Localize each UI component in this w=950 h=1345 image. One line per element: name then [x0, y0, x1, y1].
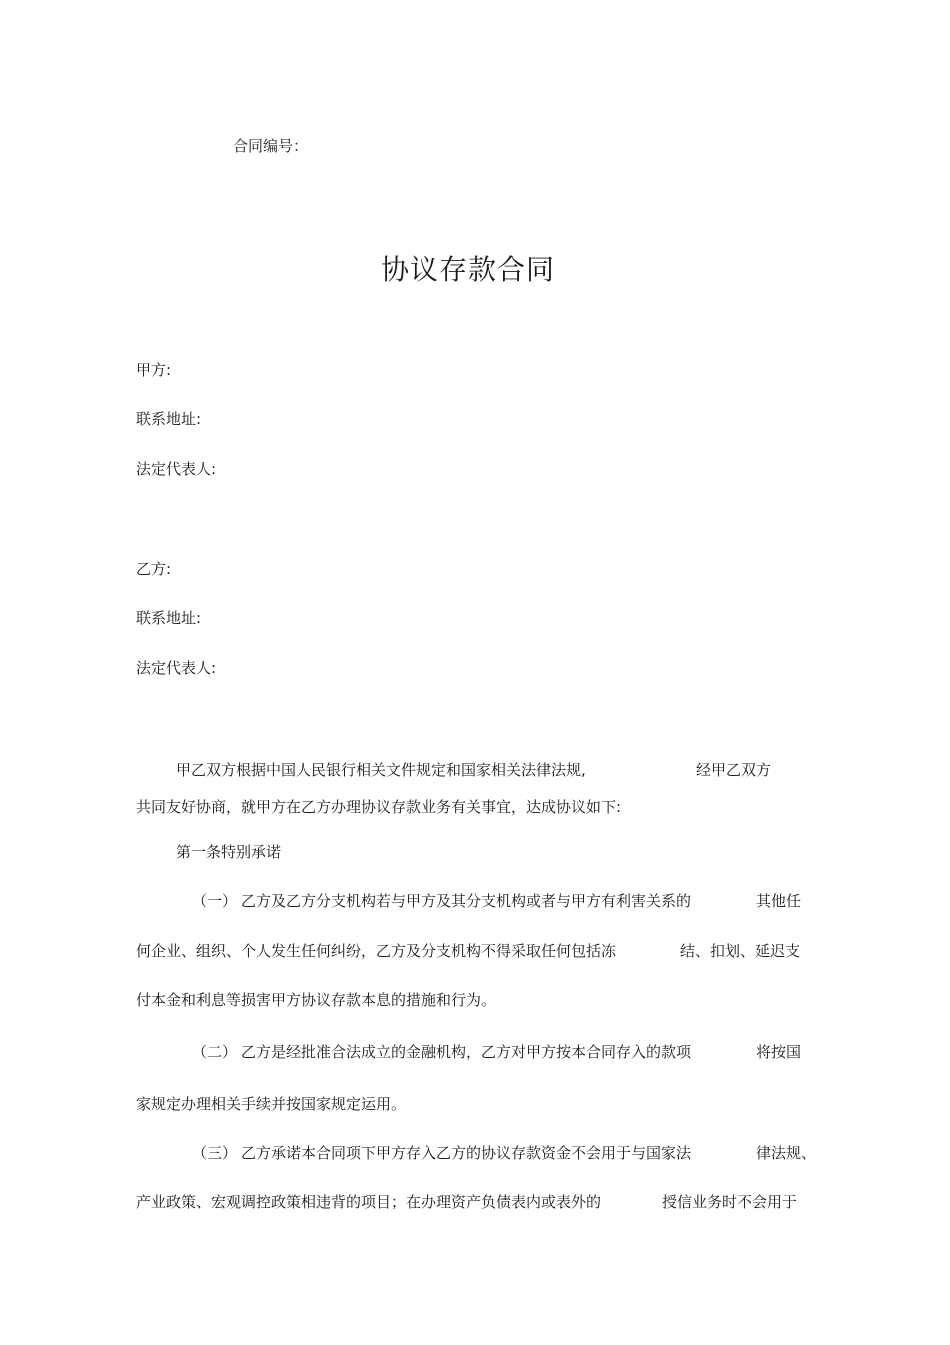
clause-1-line-3: 付本金和利息等损害甲方协议存款本息的措施和行为。 — [136, 991, 497, 1009]
party-a-address-label: 联系地址: — [136, 410, 202, 428]
clause-2-line-1b: 将按国 — [756, 1043, 802, 1061]
party-b-label: 乙方: — [136, 560, 172, 578]
contract-number-label: 合同编号： — [233, 137, 309, 155]
preamble-line-1a: 甲乙双方根据中国人民银行相关文件规定和国家相关法律法规, — [176, 761, 586, 779]
clause-3-line-1a: 乙方承诺本合同项下甲方存入乙方的协议存款资金不会用于与国家法 — [241, 1144, 692, 1162]
party-b-representative-label: 法定代表人: — [136, 659, 217, 677]
preamble-line-1b: 经甲乙双方 — [696, 761, 772, 779]
party-a-label: 甲方: — [136, 361, 172, 379]
preamble-line-2: 共同友好协商，就甲方在乙方办理协议存款业务有关事宜，达成协议如下: — [136, 798, 622, 816]
clause-2-line-1a: 乙方是经批准合法成立的金融机构，乙方对甲方按本合同存入的款项 — [241, 1043, 692, 1061]
clause-3-number: （三） — [192, 1144, 238, 1162]
clause-1-line-1a: 乙方及乙方分支机构若与甲方及其分支机构或者与甲方有利害关系的 — [241, 892, 692, 910]
clause-2-line-2: 家规定办理相关手续并按国家规定运用。 — [136, 1095, 407, 1113]
clause-3-line-1b: 律法规、 — [756, 1144, 817, 1162]
clause-1-line-2a: 何企业、组织、个人发生任何纠纷，乙方及分支机构不得采取任何包括冻 — [136, 942, 617, 960]
document-title: 协议存款合同 — [380, 253, 555, 286]
party-a-representative-label: 法定代表人: — [136, 460, 217, 478]
party-b-address-label: 联系地址: — [136, 609, 202, 627]
clause-2-number: （二） — [192, 1043, 238, 1061]
clause-1-line-1b: 其他任 — [756, 892, 802, 910]
clause-1-number: （一） — [192, 892, 238, 910]
article-1-heading: 第一条特别承诺 — [176, 843, 282, 861]
clause-3-line-2b: 授信业务时不会用于 — [662, 1193, 798, 1211]
clause-1-line-2b: 结、扣划、延迟支 — [680, 942, 801, 960]
clause-3-line-2a: 产业政策、宏观调控政策相违背的项目；在办理资产负债表内或表外的 — [136, 1193, 602, 1211]
